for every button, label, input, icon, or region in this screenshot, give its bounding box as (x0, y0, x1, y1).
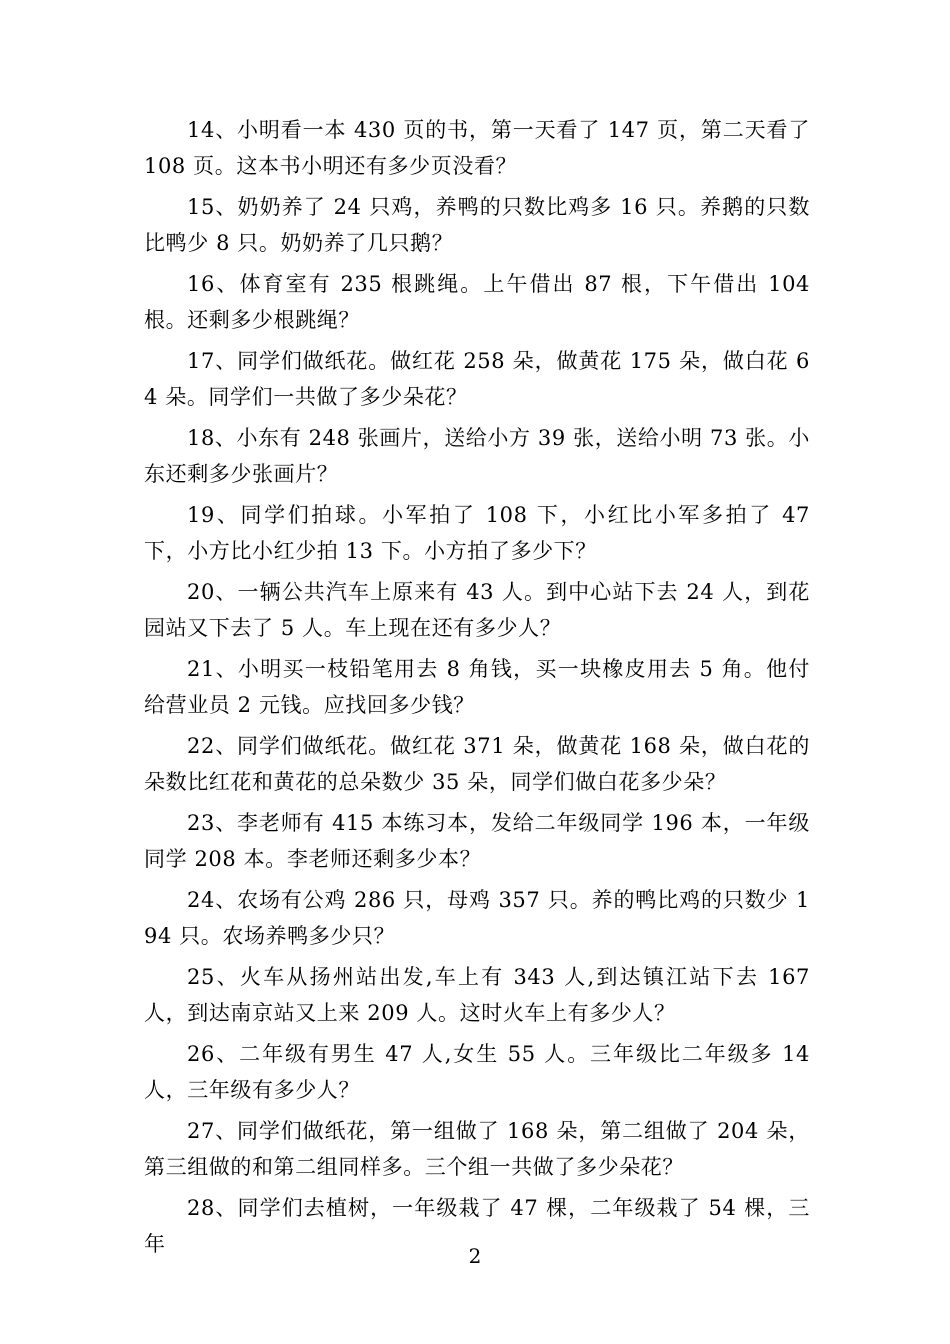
problem-28: 28、同学们去植树，一年级栽了 47 棵，二年级栽了 54 棵，三年 (144, 1196, 810, 1256)
problem-24: 24、农场有公鸡 286 只，母鸡 357 只。养的鸭比鸡的只数少 194 只。农场养鸭多少只？ (144, 888, 810, 948)
problem-26: 26、二年级有男生 47 人,女生 55 人。三年级比二年级多 14 人，三年级有多少人？ (144, 1042, 810, 1102)
problem-27: 27、同学们做纸花，第一组做了 168 朵，第二组做了 204 朵，第三组做的和第二组同样多。三个组一共做了多少朵花？ (144, 1119, 810, 1179)
problem-23: 23、李老师有 415 本练习本，发给二年级同学 196 本，一年级同学 208 本。李老师还剩多少本？ (144, 811, 810, 871)
problem-19: 19、同学们拍球。小军拍了 108 下，小红比小军多拍了 47 下，小方比小红少拍 13 下。小方拍了多少下？ (144, 503, 810, 563)
problem-25: 25、火车从扬州站出发,车上有 343 人,到达镇江站下去 167 人，到达南京站又上来 209 人。这时火车上有多少人？ (144, 965, 810, 1025)
problem-list (144, 112, 810, 1267)
problem-21: 21、小明买一枝铅笔用去 8 角钱，买一块橡皮用去 5 角。他付给营业员 2 元钱。应找回多少钱？ (144, 657, 810, 717)
problem-17: 17、同学们做纸花。做红花 258 朵，做黄花 175 朵，做白花 64 朵。同学们一共做了多少朵花？ (144, 349, 810, 409)
problem-20: 20、一辆公共汽车上原来有 43 人。到中心站下去 24 人，到花园站又下去了 5 人。车上现在还有多少人？ (144, 580, 810, 640)
problem-22: 22、同学们做纸花。做红花 371 朵，做黄花 168 朵，做白花的朵数比红花和黄花的总朵数少 35 朵，同学们做白花多少朵？ (144, 734, 810, 794)
problem-14: 14、小明看一本 430 页的书，第一天看了 147 页，第二天看了 108 页。这本书小明还有多少页没看？ (144, 118, 810, 178)
problem-16: 16、体育室有 235 根跳绳。上午借出 87 根，下午借出 104 根。还剩多少根跳绳？ (144, 272, 810, 332)
problem-18: 18、小东有 248 张画片，送给小方 39 张，送给小明 73 张。小东还剩多少张画片？ (144, 426, 810, 486)
problem-15: 15、奶奶养了 24 只鸡，养鸭的只数比鸡多 16 只。养鹅的只数比鸭少 8 只。奶奶养了几只鹅？ (144, 195, 810, 255)
page-number: 2 (468, 1244, 482, 1268)
